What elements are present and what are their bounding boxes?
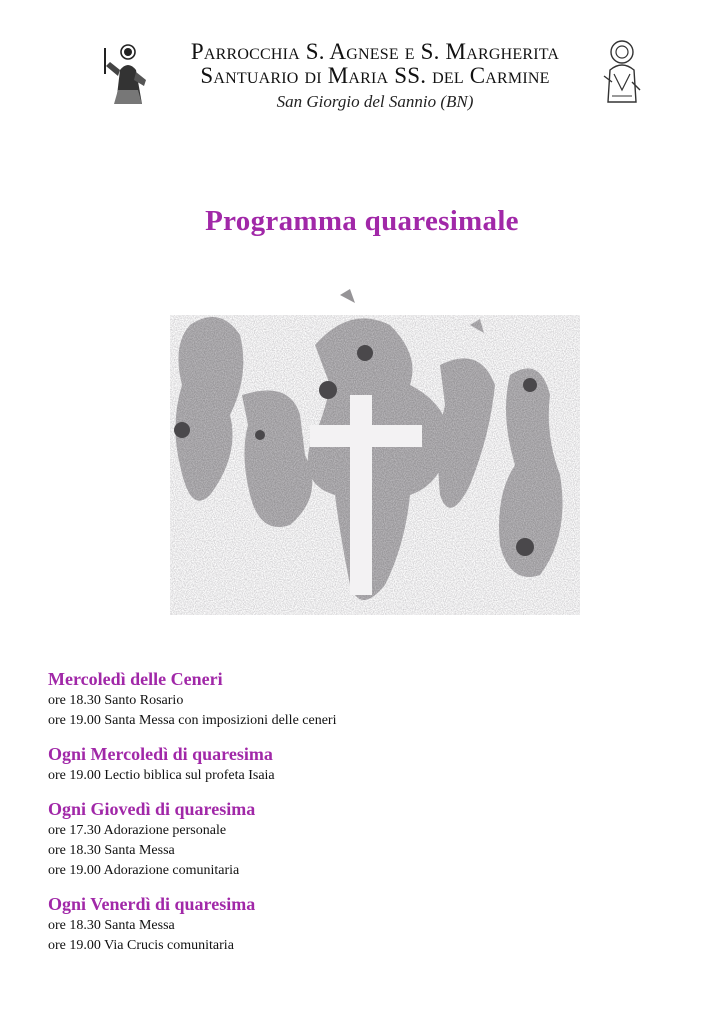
parish-header [0,36,724,126]
schedule-item: ore 17.30 Adorazione personale [48,823,227,838]
sanctuary-name: Santuario di Maria SS. del Carmine [200,63,550,88]
schedule-item: ore 18.30 Santa Messa [48,843,175,858]
schedule-item: ore 18.30 Santa Messa [48,918,175,933]
saint-icon-halo [594,38,650,104]
parish-name: Parrocchia S. Agnese e S. Margherita [190,39,560,64]
schedule-item: ore 19.00 Adorazione comunitaria [48,863,240,878]
schedule-item: ore 18.30 Santo Rosario [48,693,184,708]
section-title: Mercoledì delle Ceneri [48,669,223,689]
section-title: Ogni Giovedì di quaresima [48,799,256,819]
section-every-thursday [48,797,688,881]
schedule-item: ore 19.00 Via Crucis comunitaria [48,938,234,953]
ash-cross-icon [150,285,590,630]
lenten-program [48,667,688,967]
page-title: Programma quaresimale [205,205,519,237]
section-every-wednesday [48,742,688,786]
location: San Giorgio del Sannio (BN) [276,92,474,111]
schedule-item: ore 19.00 Santa Messa con imposizioni delle ceneri [48,713,337,728]
section-title: Ogni Mercoledì di quaresima [48,744,273,764]
section-title: Ogni Venerdì di quaresima [48,894,256,914]
saint-figure-icon [98,40,154,106]
section-every-friday [48,892,688,956]
section-ash-wednesday [48,667,688,731]
schedule-item: ore 19.00 Lectio biblica sul profeta Isaia [48,768,275,783]
